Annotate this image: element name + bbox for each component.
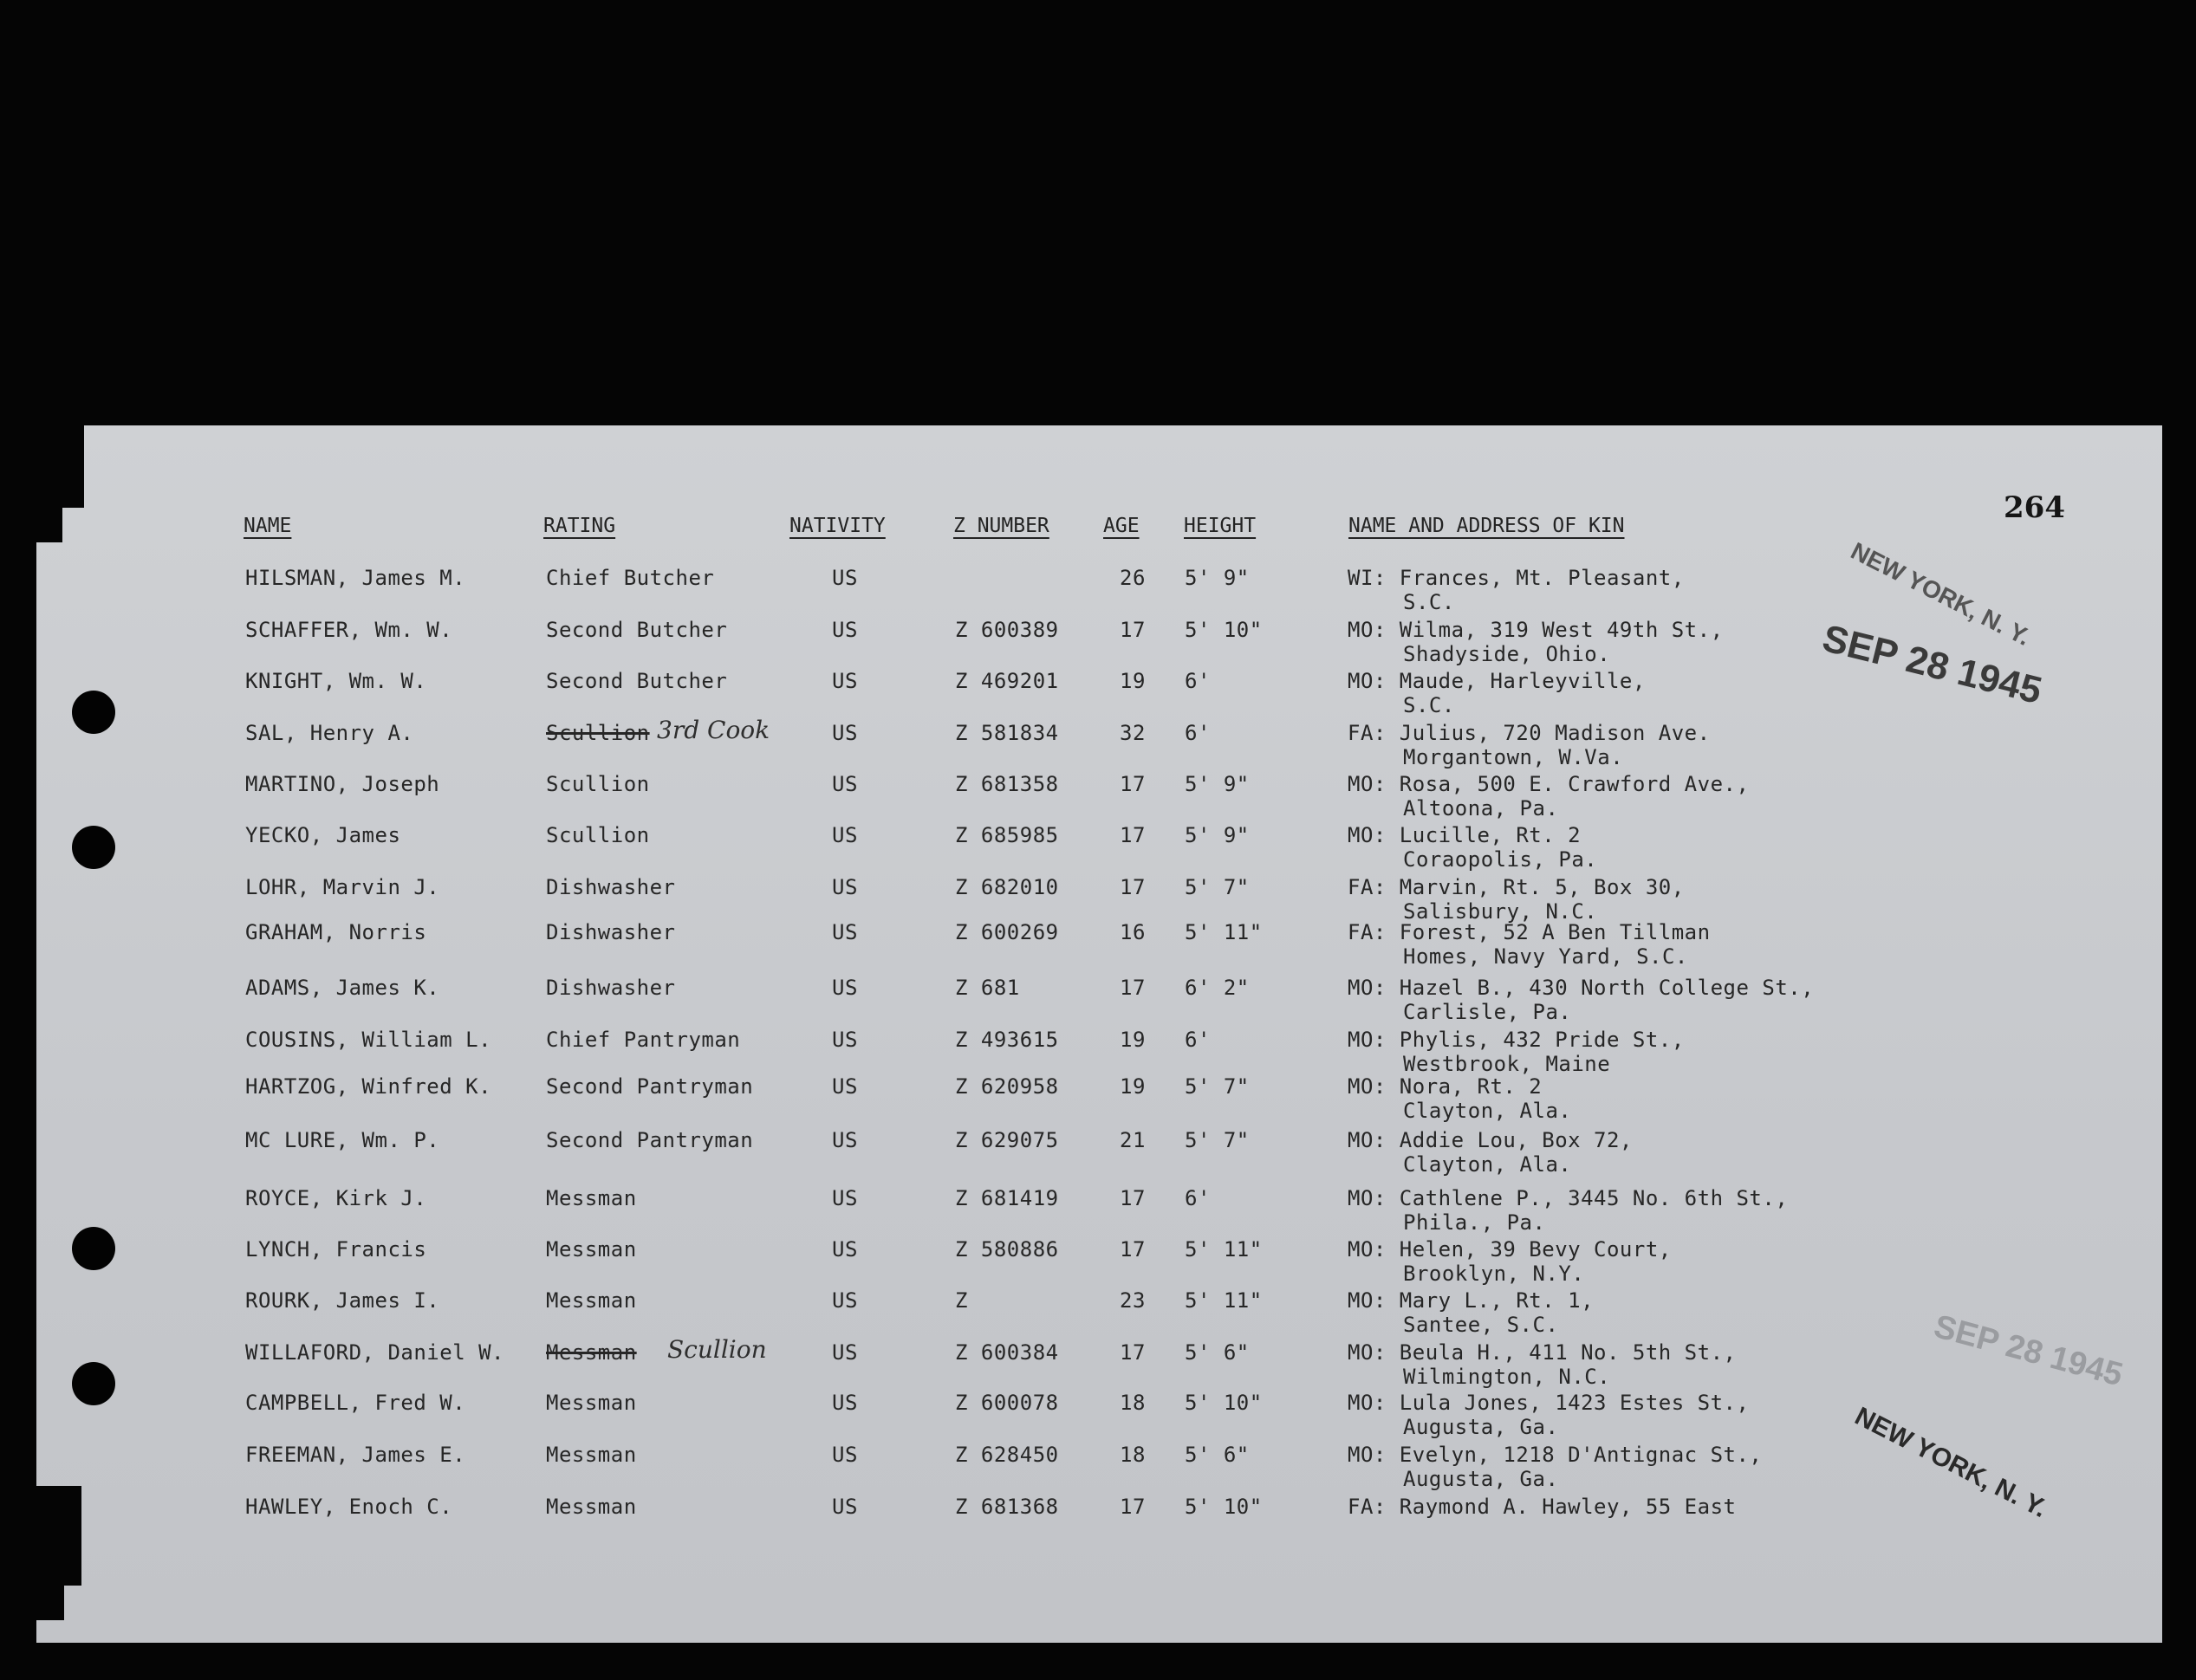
crew-kin-address: Clayton, Ala. <box>1403 1152 1572 1177</box>
crew-name: HILSMAN, James M. <box>245 566 466 590</box>
crew-rating: Messman <box>546 1186 637 1210</box>
crew-height: 5' 11" <box>1185 920 1263 944</box>
crew-z-number: Z 469201 <box>955 669 1059 693</box>
header-age: AGE <box>1103 515 1140 537</box>
crew-height: 5' 11" <box>1185 1237 1263 1262</box>
crew-name: YECKO, James <box>245 823 401 847</box>
torn-edge <box>36 425 84 508</box>
crew-kin-address: Augusta, Ga. <box>1403 1467 1559 1491</box>
crew-rating: Messman <box>546 1237 637 1262</box>
crew-nativity: US <box>832 566 858 590</box>
crew-name: MC LURE, Wm. P. <box>245 1128 440 1152</box>
crew-rating: Second Butcher <box>546 618 728 642</box>
crew-age: 17 <box>1120 772 1146 796</box>
crew-height: 5' 9" <box>1185 566 1250 590</box>
crew-nativity: US <box>832 1495 858 1519</box>
crew-rating: Chief Butcher <box>546 566 715 590</box>
crew-name: SAL, Henry A. <box>245 721 414 745</box>
crew-kin-address: Salisbury, N.C. <box>1403 899 1598 924</box>
crew-rating: Messman <box>546 1391 637 1415</box>
crew-kin: MO: Nora, Rt. 2 <box>1348 1074 1543 1099</box>
crew-z-number: Z 628450 <box>955 1443 1059 1467</box>
crew-name: ROURK, James I. <box>245 1288 440 1313</box>
crew-kin-address: Brooklyn, N.Y. <box>1403 1262 1585 1286</box>
crew-kin: MO: Rosa, 500 E. Crawford Ave., <box>1348 772 1750 796</box>
crew-rating: Dishwasher <box>546 976 676 1000</box>
crew-nativity: US <box>832 669 858 693</box>
crew-kin-address: S.C. <box>1403 590 1455 614</box>
crew-z-number: Z 681368 <box>955 1495 1059 1519</box>
crew-rating: Messman <box>546 1495 637 1519</box>
crew-kin: FA: Forest, 52 A Ben Tillman <box>1348 920 1711 944</box>
header-z-number: Z NUMBER <box>953 515 1049 537</box>
crew-name: CAMPBELL, Fred W. <box>245 1391 466 1415</box>
crew-height: 5' 7" <box>1185 875 1250 899</box>
crew-kin-address: Homes, Navy Yard, S.C. <box>1403 944 1688 969</box>
crew-height: 5' 9" <box>1185 772 1250 796</box>
crew-kin: MO: Wilma, 319 West 49th St., <box>1348 618 1724 642</box>
crew-rating: Messman <box>546 1340 637 1365</box>
crew-nativity: US <box>832 1074 858 1099</box>
crew-kin: FA: Raymond A. Hawley, 55 East <box>1348 1495 1737 1519</box>
crew-height: 6' <box>1185 1028 1211 1052</box>
crew-kin-address: Clayton, Ala. <box>1403 1099 1572 1123</box>
crew-kin: FA: Julius, 720 Madison Ave. <box>1348 721 1711 745</box>
crew-height: 6' <box>1185 721 1211 745</box>
crew-rating: Second Pantryman <box>546 1128 754 1152</box>
crew-kin-address: Morgantown, W.Va. <box>1403 745 1624 769</box>
crew-rating: Dishwasher <box>546 920 676 944</box>
crew-z-number: Z 493615 <box>955 1028 1059 1052</box>
crew-name: LYNCH, Francis <box>245 1237 427 1262</box>
crew-z-number: Z 600384 <box>955 1340 1059 1365</box>
crew-age: 17 <box>1120 1340 1146 1365</box>
crew-kin-address: Westbrook, Maine <box>1403 1052 1611 1076</box>
crew-height: 5' 10" <box>1185 1391 1263 1415</box>
crew-age: 18 <box>1120 1391 1146 1415</box>
crew-height: 5' 6" <box>1185 1443 1250 1467</box>
crew-rating: Dishwasher <box>546 875 676 899</box>
crew-name: SCHAFFER, Wm. W. <box>245 618 453 642</box>
date-stamp-faded: SEP 28 1945 <box>1930 1308 2127 1394</box>
handwritten-rating-correction: 3rd Cook <box>657 716 770 744</box>
crew-name: KNIGHT, Wm. W. <box>245 669 427 693</box>
crew-z-number: Z 682010 <box>955 875 1059 899</box>
crew-name: LOHR, Marvin J. <box>245 875 440 899</box>
crew-kin-address: Wilmington, N.C. <box>1403 1365 1611 1389</box>
crew-nativity: US <box>832 772 858 796</box>
crew-name: ADAMS, James K. <box>245 976 440 1000</box>
crew-rating: Messman <box>546 1443 637 1467</box>
header-rating: RATING <box>543 515 616 537</box>
crew-age: 23 <box>1120 1288 1146 1313</box>
crew-nativity: US <box>832 1391 858 1415</box>
crew-age: 19 <box>1120 669 1146 693</box>
crew-age: 17 <box>1120 618 1146 642</box>
crew-age: 32 <box>1120 721 1146 745</box>
crew-nativity: US <box>832 1237 858 1262</box>
punch-hole <box>72 1227 115 1270</box>
port-stamp-city: NEW YORK, N. Y. <box>1850 1402 2052 1524</box>
torn-edge <box>36 1586 64 1620</box>
crew-name: COUSINS, William L. <box>245 1028 492 1052</box>
crew-name: FREEMAN, James E. <box>245 1443 466 1467</box>
crew-kin-address: Phila., Pa. <box>1403 1210 1546 1235</box>
crew-kin: MO: Helen, 39 Bevy Court, <box>1348 1237 1672 1262</box>
crew-kin: MO: Cathlene P., 3445 No. 6th St., <box>1348 1186 1789 1210</box>
port-stamp-city: NEW YORK, N. Y. <box>1846 537 2035 651</box>
crew-kin: MO: Evelyn, 1218 D'Antignac St., <box>1348 1443 1763 1467</box>
crew-nativity: US <box>832 1128 858 1152</box>
crew-kin: MO: Lula Jones, 1423 Estes St., <box>1348 1391 1750 1415</box>
crew-kin: MO: Beula H., 411 No. 5th St., <box>1348 1340 1737 1365</box>
crew-name: GRAHAM, Norris <box>245 920 427 944</box>
crew-age: 26 <box>1120 566 1146 590</box>
crew-z-number: Z 581834 <box>955 721 1059 745</box>
crew-rating: Scullion <box>546 721 650 745</box>
crew-nativity: US <box>832 1186 858 1210</box>
crew-rating: Scullion <box>546 823 650 847</box>
crew-z-number: Z 685985 <box>955 823 1059 847</box>
crew-kin: MO: Lucille, Rt. 2 <box>1348 823 1582 847</box>
crew-rating: Chief Pantryman <box>546 1028 741 1052</box>
punch-hole <box>72 826 115 869</box>
crew-kin-address: S.C. <box>1403 693 1455 717</box>
crew-kin-address: Altoona, Pa. <box>1403 796 1559 821</box>
crew-nativity: US <box>832 976 858 1000</box>
crew-kin-address: Coraopolis, Pa. <box>1403 847 1598 872</box>
crew-z-number: Z 629075 <box>955 1128 1059 1152</box>
crew-z-number: Z 600389 <box>955 618 1059 642</box>
crew-z-number: Z 580886 <box>955 1237 1059 1262</box>
crew-nativity: US <box>832 920 858 944</box>
header-kin: NAME AND ADDRESS OF KIN <box>1348 515 1625 537</box>
torn-edge <box>36 1486 81 1586</box>
crew-age: 17 <box>1120 1495 1146 1519</box>
crew-name: WILLAFORD, Daniel W. <box>245 1340 504 1365</box>
crew-age: 17 <box>1120 875 1146 899</box>
crew-age: 19 <box>1120 1028 1146 1052</box>
crew-name: ROYCE, Kirk J. <box>245 1186 427 1210</box>
crew-height: 5' 11" <box>1185 1288 1263 1313</box>
crew-z-number: Z 681419 <box>955 1186 1059 1210</box>
crew-kin: MO: Mary L., Rt. 1, <box>1348 1288 1595 1313</box>
crew-kin: FA: Marvin, Rt. 5, Box 30, <box>1348 875 1685 899</box>
crew-height: 6' <box>1185 669 1211 693</box>
crew-nativity: US <box>832 618 858 642</box>
crew-nativity: US <box>832 1340 858 1365</box>
punch-hole <box>72 691 115 734</box>
header-height: HEIGHT <box>1184 515 1257 537</box>
crew-height: 5' 7" <box>1185 1128 1250 1152</box>
crew-age: 16 <box>1120 920 1146 944</box>
crew-height: 6' <box>1185 1186 1211 1210</box>
crew-z-number: Z 681358 <box>955 772 1059 796</box>
crew-age: 17 <box>1120 823 1146 847</box>
crew-name: HARTZOG, Winfred K. <box>245 1074 492 1099</box>
crew-age: 21 <box>1120 1128 1146 1152</box>
crew-kin-address: Carlisle, Pa. <box>1403 1000 1572 1024</box>
crew-nativity: US <box>832 875 858 899</box>
crew-nativity: US <box>832 721 858 745</box>
crew-kin: WI: Frances, Mt. Pleasant, <box>1348 566 1685 590</box>
crew-height: 5' 6" <box>1185 1340 1250 1365</box>
crew-age: 19 <box>1120 1074 1146 1099</box>
crew-nativity: US <box>832 823 858 847</box>
crew-kin: MO: Addie Lou, Box 72, <box>1348 1128 1633 1152</box>
crew-height: 6' 2" <box>1185 976 1250 1000</box>
crew-nativity: US <box>832 1443 858 1467</box>
crew-nativity: US <box>832 1288 858 1313</box>
crew-z-number: Z 620958 <box>955 1074 1059 1099</box>
crew-kin: MO: Phylis, 432 Pride St., <box>1348 1028 1685 1052</box>
header-name: NAME <box>244 515 292 537</box>
crew-kin-address: Santee, S.C. <box>1403 1313 1559 1337</box>
crew-rating: Second Pantryman <box>546 1074 754 1099</box>
crew-height: 5' 10" <box>1185 618 1263 642</box>
crew-kin: MO: Hazel B., 430 North College St., <box>1348 976 1815 1000</box>
crew-name: HAWLEY, Enoch C. <box>245 1495 453 1519</box>
crew-z-number: Z <box>955 1288 968 1313</box>
crew-age: 17 <box>1120 976 1146 1000</box>
crew-rating: Scullion <box>546 772 650 796</box>
punch-hole <box>72 1362 115 1405</box>
crew-kin: MO: Maude, Harleyville, <box>1348 669 1646 693</box>
crew-z-number: Z 681 <box>955 976 1020 1000</box>
date-stamp: SEP 28 1945 <box>1818 617 2046 713</box>
page-number: 264 <box>2004 490 2065 525</box>
crew-rating: Second Butcher <box>546 669 728 693</box>
crew-z-number: Z 600269 <box>955 920 1059 944</box>
crew-z-number: Z 600078 <box>955 1391 1059 1415</box>
header-nativity: NATIVITY <box>789 515 886 537</box>
crew-age: 18 <box>1120 1443 1146 1467</box>
crew-name: MARTINO, Joseph <box>245 772 440 796</box>
crew-age: 17 <box>1120 1237 1146 1262</box>
crew-rating: Messman <box>546 1288 637 1313</box>
crew-age: 17 <box>1120 1186 1146 1210</box>
crew-kin-address: Augusta, Ga. <box>1403 1415 1559 1439</box>
torn-edge <box>36 508 62 542</box>
crew-kin-address: Shadyside, Ohio. <box>1403 642 1611 666</box>
crew-height: 5' 9" <box>1185 823 1250 847</box>
crew-height: 5' 10" <box>1185 1495 1263 1519</box>
crew-nativity: US <box>832 1028 858 1052</box>
crew-height: 5' 7" <box>1185 1074 1250 1099</box>
handwritten-rating-correction: Scullion <box>667 1335 767 1364</box>
